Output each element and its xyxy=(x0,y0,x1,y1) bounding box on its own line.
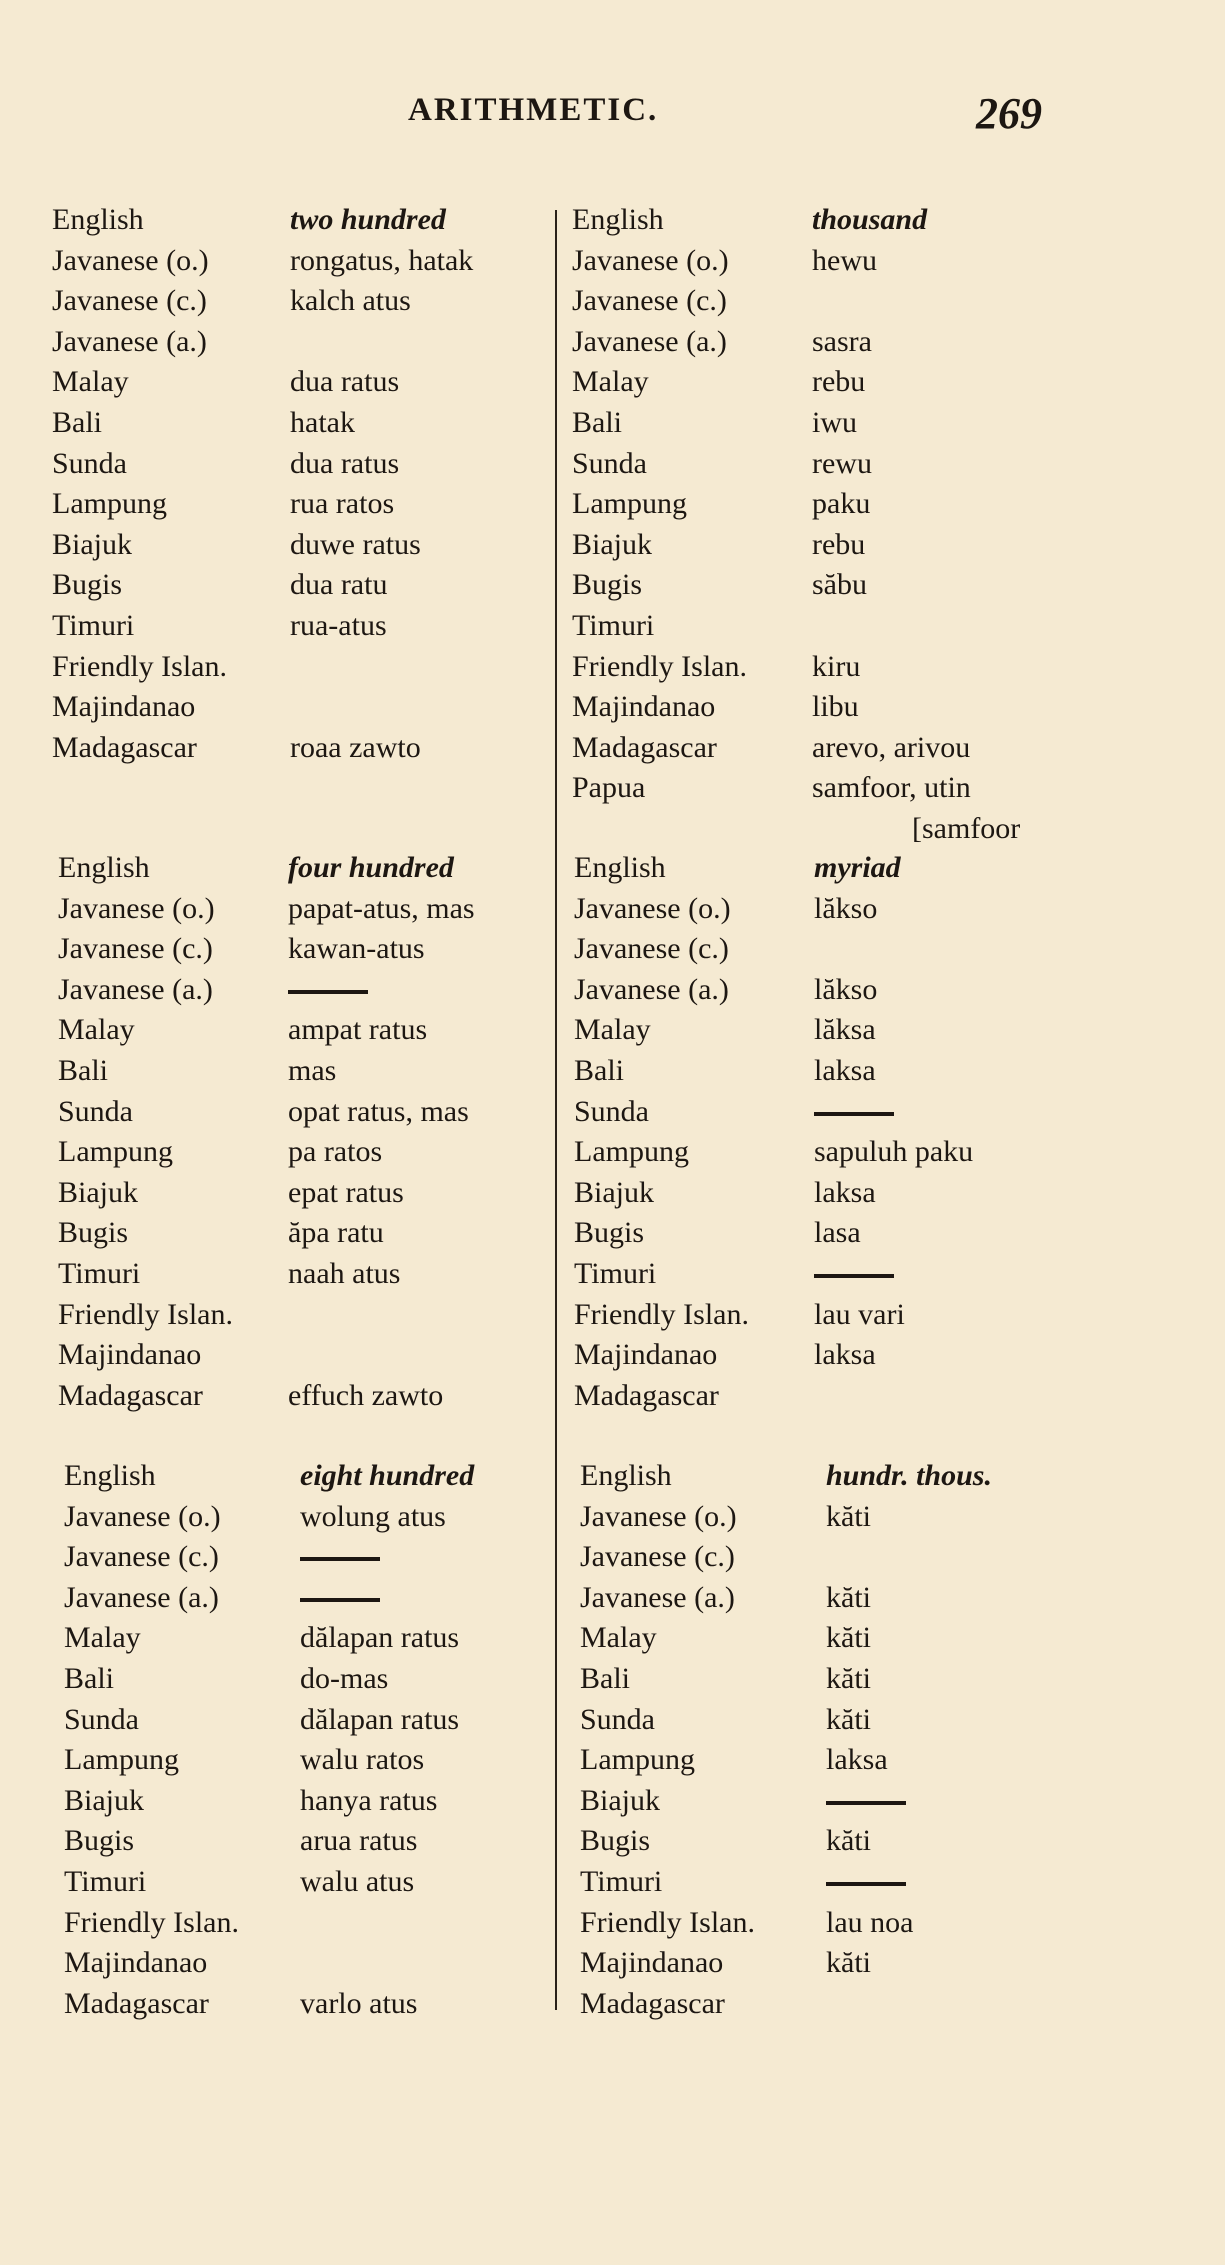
language-name: Bali xyxy=(64,1662,114,1695)
number-word: lăkso xyxy=(814,892,878,925)
language-name: Javanese (o.) xyxy=(64,1500,221,1533)
column-divider xyxy=(555,210,557,2010)
language-name: Javanese (a.) xyxy=(64,1581,219,1614)
language-name: Bali xyxy=(574,1054,624,1087)
language-name: Malay xyxy=(52,365,129,398)
number-word: kăti xyxy=(826,1946,871,1979)
language-name: Friendly Islan. xyxy=(580,1906,755,1939)
number-word: kăti xyxy=(826,1621,871,1654)
number-word: libu xyxy=(812,690,859,723)
language-name: Timuri xyxy=(58,1257,141,1290)
language-name: Javanese (o.) xyxy=(580,1500,737,1533)
number-word: roaa zawto xyxy=(290,731,421,764)
number-word: kăti xyxy=(826,1581,871,1614)
language-name: Javanese (o.) xyxy=(58,892,215,925)
number-word: laksa xyxy=(814,1338,876,1371)
language-name: Sunda xyxy=(574,1095,649,1128)
language-heading: English xyxy=(580,1459,672,1492)
number-word: kăti xyxy=(826,1703,871,1736)
number-word: rongatus, hatak xyxy=(290,244,474,277)
number-word: kalch atus xyxy=(290,284,411,317)
language-heading: English xyxy=(58,851,150,884)
number-word: rebu xyxy=(812,365,866,398)
language-name: Sunda xyxy=(572,447,647,480)
language-name: Lampung xyxy=(574,1135,689,1168)
language-name: Timuri xyxy=(580,1865,663,1898)
number-word: dălapan ratus xyxy=(300,1621,460,1654)
language-heading: English xyxy=(572,203,664,236)
number-word: lăksa xyxy=(814,1013,876,1046)
number-word: pa ratos xyxy=(288,1135,383,1168)
language-name: Malay xyxy=(64,1621,141,1654)
language-name: Lampung xyxy=(58,1135,173,1168)
dash-mark xyxy=(814,1274,894,1278)
language-name: Javanese (o.) xyxy=(574,892,731,925)
language-name: Malay xyxy=(580,1621,657,1654)
language-name: Lampung xyxy=(64,1743,179,1776)
number-word: lasa xyxy=(814,1216,861,1249)
language-name: Javanese (c.) xyxy=(64,1540,219,1573)
number-word: mas xyxy=(288,1054,337,1087)
number-word: naah atus xyxy=(288,1257,401,1290)
language-name: Javanese (c.) xyxy=(574,932,729,965)
number-word: iwu xyxy=(812,406,857,439)
dash-mark xyxy=(826,1882,906,1886)
number-word: opat ratus, mas xyxy=(288,1095,469,1128)
language-name: Javanese (a.) xyxy=(580,1581,735,1614)
language-name: Majindanao xyxy=(572,690,716,723)
language-name: Bugis xyxy=(52,568,123,601)
number-word: duwe ratus xyxy=(290,528,421,561)
dash-mark xyxy=(826,1801,906,1805)
language-name: Timuri xyxy=(64,1865,147,1898)
language-heading: English xyxy=(52,203,144,236)
number-word: effuch zawto xyxy=(288,1379,444,1412)
language-name: Javanese (c.) xyxy=(572,284,727,317)
number-word xyxy=(300,1578,380,1618)
language-name: Friendly Islan. xyxy=(58,1298,233,1331)
number-word: laksa xyxy=(814,1176,876,1209)
number-word: kăti xyxy=(826,1500,871,1533)
number-word: rebu xyxy=(812,528,866,561)
number-word: kăti xyxy=(826,1824,871,1857)
language-name: Javanese (a.) xyxy=(52,325,207,358)
page-number: 269 xyxy=(976,89,1042,138)
number-word: hewu xyxy=(812,244,877,277)
language-name: Bugis xyxy=(64,1824,135,1857)
number-word: săbu xyxy=(812,568,867,601)
number-word: sapuluh paku xyxy=(814,1135,974,1168)
language-name: Biajuk xyxy=(58,1176,138,1209)
language-name: Biajuk xyxy=(580,1784,660,1817)
number-word: do-mas xyxy=(300,1662,389,1695)
language-name: Bali xyxy=(572,406,622,439)
number-word xyxy=(826,1862,906,1902)
dash-mark xyxy=(300,1557,380,1561)
language-name: Malay xyxy=(572,365,649,398)
number-word: epat ratus xyxy=(288,1176,404,1209)
number-word: dălapan ratus xyxy=(300,1703,460,1736)
language-name: Biajuk xyxy=(574,1176,654,1209)
number-heading: two hundred xyxy=(290,203,446,236)
language-name: Bali xyxy=(580,1662,630,1695)
number-word: dua ratu xyxy=(290,568,388,601)
number-word: ampat ratus xyxy=(288,1013,428,1046)
language-name: Timuri xyxy=(574,1257,657,1290)
language-name: Majindanao xyxy=(580,1946,724,1979)
language-name: Sunda xyxy=(52,447,127,480)
language-name: Majindanao xyxy=(574,1338,718,1371)
language-name: Friendly Islan. xyxy=(574,1298,749,1331)
language-name: Bali xyxy=(58,1054,108,1087)
number-heading: myriad xyxy=(814,851,901,884)
language-name: Biajuk xyxy=(64,1784,144,1817)
number-word: [samfoor xyxy=(912,812,1021,845)
language-name: Sunda xyxy=(58,1095,133,1128)
number-word: samfoor, utin xyxy=(812,771,971,804)
number-word: papat-atus, mas xyxy=(288,892,475,925)
language-name: Madagascar xyxy=(580,1987,725,2020)
number-heading: hundr. thous. xyxy=(826,1459,992,1492)
language-name: Javanese (a.) xyxy=(574,973,729,1006)
number-word: walu ratos xyxy=(300,1743,425,1776)
language-name: Malay xyxy=(58,1013,135,1046)
language-name: Bugis xyxy=(580,1824,651,1857)
number-word: walu atus xyxy=(300,1865,415,1898)
number-word: dua ratus xyxy=(290,365,400,398)
language-name: Bali xyxy=(52,406,102,439)
language-name: Biajuk xyxy=(52,528,132,561)
number-heading: eight hundred xyxy=(300,1459,475,1492)
number-word: arua ratus xyxy=(300,1824,418,1857)
dash-mark xyxy=(300,1598,380,1602)
number-word: varlo atus xyxy=(300,1987,418,2020)
language-name: Friendly Islan. xyxy=(64,1906,239,1939)
language-heading: English xyxy=(574,851,666,884)
language-name: Timuri xyxy=(52,609,135,642)
number-word xyxy=(288,970,368,1010)
number-word: laksa xyxy=(826,1743,888,1776)
language-name: Javanese (a.) xyxy=(572,325,727,358)
language-name: Madagascar xyxy=(64,1987,209,2020)
language-name: Lampung xyxy=(580,1743,695,1776)
language-name: Biajuk xyxy=(572,528,652,561)
language-name: Majindanao xyxy=(58,1338,202,1371)
dash-mark xyxy=(814,1112,894,1116)
language-name: Bugis xyxy=(574,1216,645,1249)
language-name: Javanese (o.) xyxy=(572,244,729,277)
number-word: rua-atus xyxy=(290,609,387,642)
number-word: hatak xyxy=(290,406,355,439)
language-name: Papua xyxy=(572,771,646,804)
language-name: Javanese (c.) xyxy=(580,1540,735,1573)
running-header-title: ARITHMETIC. xyxy=(408,92,659,128)
number-word xyxy=(300,1537,380,1577)
language-name: Javanese (c.) xyxy=(58,932,213,965)
number-heading: four hundred xyxy=(288,851,454,884)
language-name: Bugis xyxy=(58,1216,129,1249)
number-word: lăkso xyxy=(814,973,878,1006)
number-word xyxy=(814,1092,894,1132)
language-name: Madagascar xyxy=(58,1379,203,1412)
language-name: Majindanao xyxy=(52,690,196,723)
number-word: dua ratus xyxy=(290,447,400,480)
language-name: Friendly Islan. xyxy=(52,650,227,683)
number-word: lau vari xyxy=(814,1298,905,1331)
number-word: sasra xyxy=(812,325,872,358)
language-name: Madagascar xyxy=(574,1379,719,1412)
language-name: Timuri xyxy=(572,609,655,642)
number-word: lau noa xyxy=(826,1906,914,1939)
language-name: Sunda xyxy=(64,1703,139,1736)
number-word: laksa xyxy=(814,1054,876,1087)
language-name: Bugis xyxy=(572,568,643,601)
language-name: Javanese (o.) xyxy=(52,244,209,277)
number-word: kawan-atus xyxy=(288,932,425,965)
language-name: Sunda xyxy=(580,1703,655,1736)
language-name: Javanese (a.) xyxy=(58,973,213,1006)
number-word: hanya ratus xyxy=(300,1784,438,1817)
language-name: Javanese (c.) xyxy=(52,284,207,317)
number-word xyxy=(826,1781,906,1821)
number-word: wolung atus xyxy=(300,1500,446,1533)
number-heading: thousand xyxy=(812,203,928,236)
number-word: rua ratos xyxy=(290,487,395,520)
language-name: Friendly Islan. xyxy=(572,650,747,683)
language-heading: English xyxy=(64,1459,156,1492)
language-name: Madagascar xyxy=(52,731,197,764)
language-name: Majindanao xyxy=(64,1946,208,1979)
number-word: rewu xyxy=(812,447,872,480)
number-word xyxy=(814,1254,894,1294)
language-name: Malay xyxy=(574,1013,651,1046)
number-word: paku xyxy=(812,487,871,520)
dash-mark xyxy=(288,990,368,994)
language-name: Madagascar xyxy=(572,731,717,764)
language-name: Lampung xyxy=(52,487,167,520)
number-word: arevo, arivou xyxy=(812,731,971,764)
number-word: ăpa ratu xyxy=(288,1216,384,1249)
number-word: kiru xyxy=(812,650,861,683)
number-word: kăti xyxy=(826,1662,871,1695)
language-name: Lampung xyxy=(572,487,687,520)
